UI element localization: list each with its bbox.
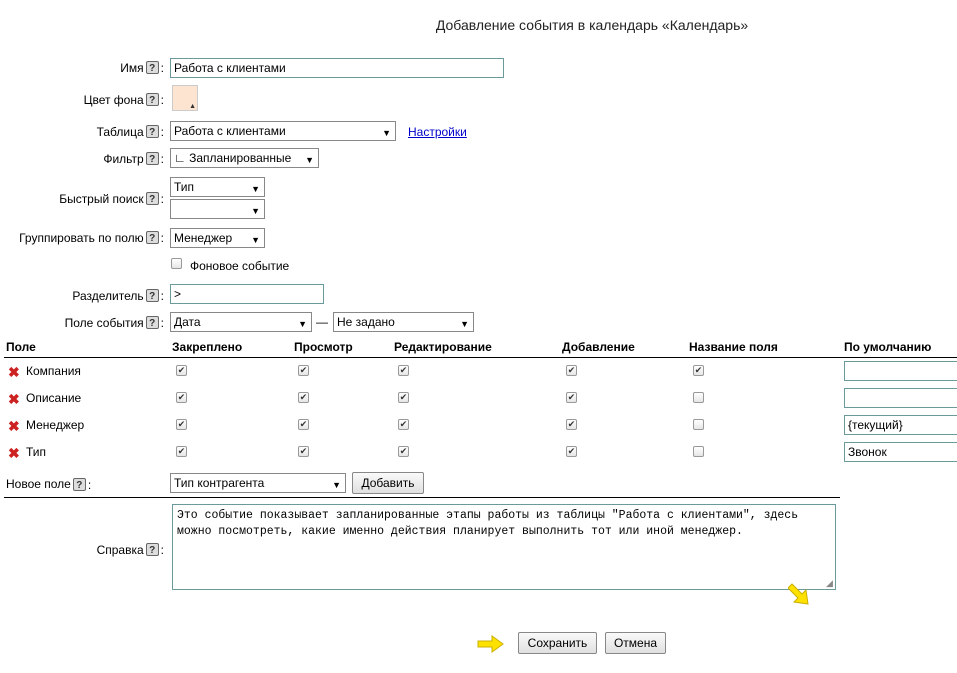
help-icon[interactable]: ? [146, 289, 159, 302]
help-icon[interactable]: ? [73, 478, 86, 491]
table-label: Таблица [96, 124, 144, 139]
delete-icon[interactable]: ✖ [8, 418, 20, 434]
row-checkbox[interactable]: ✔ [399, 419, 408, 429]
col-header-edit: Редактирование [394, 340, 492, 354]
group-by-select-value: Менеджер [174, 231, 233, 245]
filter-select-value: ∟ Запланированные [174, 151, 292, 165]
filter-select[interactable] [170, 148, 319, 168]
col-header-add: Добавление [562, 340, 635, 354]
row-checkbox[interactable]: ✔ [694, 365, 703, 375]
row-checkbox[interactable]: ✔ [567, 365, 576, 375]
delete-icon[interactable]: ✖ [8, 445, 20, 461]
filter-label: Фильтр [103, 151, 144, 166]
help-icon[interactable]: ? [146, 61, 159, 74]
resize-grip-icon[interactable]: ◢ [826, 578, 833, 588]
separator-label: Разделитель [72, 288, 144, 303]
add-field-button[interactable]: Добавить [352, 472, 424, 494]
row-checkbox[interactable]: ✔ [177, 446, 186, 456]
background-event-label: Фоновое событие [190, 259, 290, 273]
background-event-checkbox[interactable] [171, 258, 182, 269]
col-header-field-name: Название поля [689, 340, 778, 354]
default-value-input[interactable]: {текущий} [844, 415, 957, 435]
dropdown-icon: ▼ [332, 480, 341, 490]
dropdown-icon: ▼ [251, 184, 260, 194]
row-checkbox[interactable]: ✔ [177, 392, 186, 402]
new-field-select[interactable] [170, 473, 346, 493]
table-row-name: Тип [26, 445, 47, 459]
triangle-icon: ▲ [189, 103, 196, 110]
row-checkbox[interactable]: ✔ [567, 419, 576, 429]
help-textarea[interactable]: Это событие показывает запланированные этапы работы из таблицы "Работа с клиентами", здесь можно посмотреть, какие именно действия планирует выполнить тот или иной менеджер. [172, 504, 836, 590]
dropdown-icon: ▼ [251, 235, 260, 245]
name-input[interactable]: Работа с клиентами [170, 58, 504, 78]
event-field-select-1-value: Дата [174, 315, 201, 329]
quick-search-select-1[interactable] [170, 177, 265, 197]
bg-color-picker[interactable] [172, 85, 198, 111]
dropdown-icon: ▼ [460, 319, 469, 329]
help-icon[interactable]: ? [146, 125, 159, 138]
pointer-arrow-icon [788, 582, 812, 606]
help-icon[interactable]: ? [146, 231, 159, 244]
row-checkbox[interactable] [693, 392, 704, 403]
table-select[interactable] [170, 121, 396, 141]
col-header-default: По умолчанию [844, 340, 932, 354]
group-by-label: Группировать по полю [19, 230, 144, 245]
save-button[interactable]: Сохранить [518, 632, 597, 654]
row-checkbox[interactable]: ✔ [399, 392, 408, 402]
row-checkbox[interactable]: ✔ [399, 365, 408, 375]
dash-separator: — [316, 315, 328, 329]
dropdown-icon: ▼ [298, 319, 307, 329]
col-header-pinned: Закреплено [172, 340, 243, 354]
event-field-select-2-value: Не задано [337, 315, 395, 329]
help-label-row: Справка ? : [96, 542, 164, 557]
dropdown-icon: ▼ [251, 206, 260, 216]
quick-search-label: Быстрый поиск [59, 191, 144, 206]
row-checkbox[interactable]: ✔ [399, 446, 408, 456]
new-field-select-value: Тип контрагента [174, 476, 265, 490]
separator-input[interactable]: > [170, 284, 324, 304]
event-field-select-2[interactable] [333, 312, 474, 332]
row-checkbox[interactable]: ✔ [299, 446, 308, 456]
row-checkbox[interactable]: ✔ [299, 392, 308, 402]
table-row-name: Компания [26, 364, 81, 378]
event-field-select-1[interactable] [170, 312, 312, 332]
group-by-select[interactable] [170, 228, 265, 248]
help-icon[interactable]: ? [146, 192, 159, 205]
default-value-input[interactable] [844, 361, 957, 381]
help-icon[interactable]: ? [146, 93, 159, 106]
table-header-divider [4, 357, 957, 358]
bg-color-label: Цвет фона [83, 92, 144, 107]
settings-link[interactable]: Настройки [408, 125, 467, 139]
filter-label-row: Фильтр ? : [103, 151, 164, 166]
help-label: Справка [96, 542, 144, 557]
new-field-label-row: Новое поле ? : [6, 477, 92, 492]
table-row-name: Менеджер [26, 418, 85, 432]
row-checkbox[interactable] [693, 419, 704, 430]
dropdown-icon: ▼ [382, 128, 391, 138]
help-icon[interactable]: ? [146, 543, 159, 556]
row-checkbox[interactable]: ✔ [177, 419, 186, 429]
table-select-value: Работа с клиентами [174, 124, 286, 138]
delete-icon[interactable]: ✖ [8, 364, 20, 380]
col-header-field: Поле [6, 340, 36, 354]
help-icon[interactable]: ? [146, 152, 159, 165]
help-icon[interactable]: ? [146, 316, 159, 329]
section-divider [4, 497, 840, 498]
row-checkbox[interactable]: ✔ [299, 365, 308, 375]
quick-search-select-1-value: Тип [174, 180, 195, 194]
row-checkbox[interactable]: ✔ [567, 392, 576, 402]
default-value-input[interactable]: Звонок [844, 442, 957, 462]
row-checkbox[interactable]: ✔ [299, 419, 308, 429]
event-field-label-row: Поле события ? : [64, 315, 164, 330]
delete-icon[interactable]: ✖ [8, 391, 20, 407]
bg-color-label-row: Цвет фона ? : [83, 92, 164, 107]
group-by-label-row: Группировать по полю ? : [19, 230, 164, 245]
table-row-name: Описание [26, 391, 82, 405]
row-checkbox[interactable]: ✔ [177, 365, 186, 375]
table-label-row: Таблица ? : [96, 124, 164, 139]
row-checkbox[interactable] [693, 446, 704, 457]
default-value-input[interactable] [844, 388, 957, 408]
quick-search-select-2[interactable] [170, 199, 265, 219]
event-field-label: Поле события [64, 315, 144, 330]
pointer-arrow-icon [476, 635, 504, 653]
new-field-label: Новое поле [6, 477, 71, 491]
row-checkbox[interactable]: ✔ [567, 446, 576, 456]
name-label: Имя [120, 60, 144, 75]
name-label-row: Имя ? : [120, 60, 164, 75]
separator-label-row: Разделитель ? : [72, 288, 164, 303]
cancel-button[interactable]: Отмена [605, 632, 666, 654]
dropdown-icon: ▼ [305, 155, 314, 165]
quick-search-label-row: Быстрый поиск ? : [59, 191, 164, 206]
col-header-view: Просмотр [294, 340, 353, 354]
page-title: Добавление события в календарь «Календарь» [435, 17, 749, 33]
